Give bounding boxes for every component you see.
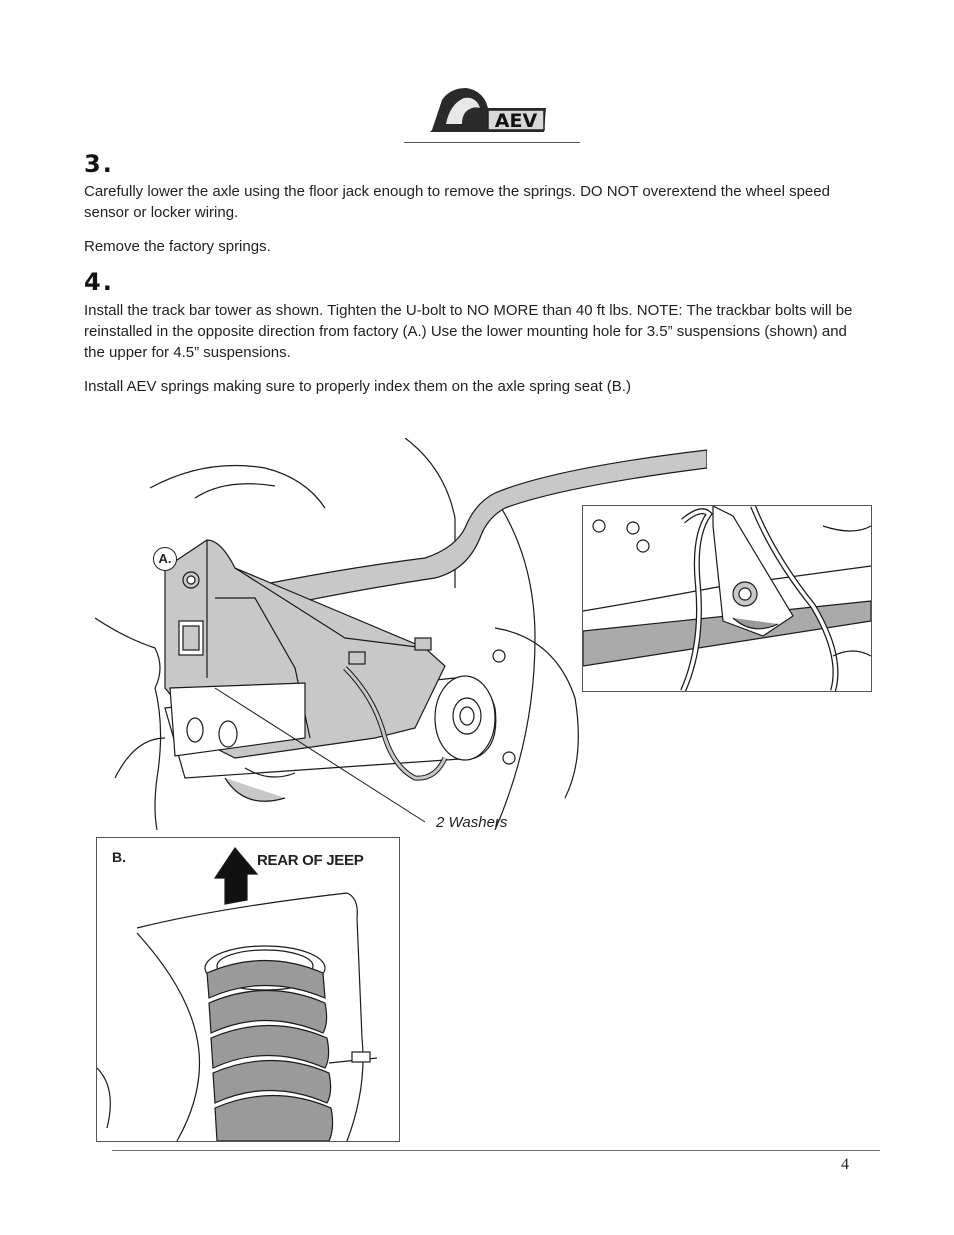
step-3-number: 3. xyxy=(84,150,114,178)
page-number: 4 xyxy=(841,1156,849,1173)
washers-label: 2 Washers xyxy=(436,814,508,831)
step-4-number: 4. xyxy=(84,268,114,296)
step-3-paragraph-2: Remove the factory springs. xyxy=(84,238,271,255)
step-3-paragraph-1: Carefully lower the axle using the floor jack enough to remove the springs. DO NOT overextend the wheel speed sensor or locker wiring. xyxy=(84,183,830,221)
step-4-instructions xyxy=(84,300,864,397)
aev-logo xyxy=(428,80,550,136)
spring-seat-illustration xyxy=(96,837,400,1142)
step-4-paragraph-2: Install AEV springs making sure to properly index them on the axle spring seat (B.) xyxy=(84,378,631,395)
logo-divider xyxy=(404,142,580,143)
step-3-instructions xyxy=(84,181,864,257)
step-4-paragraph-1: Install the track bar tower as shown. Tighten the U-bolt to NO MORE than 40 ft lbs. NOTE: The trackbar bolts will be reinstalled in the opposite direction from factory (A.) Use the lower mounting hole for 3.5” suspensions (shown) and the upper for 4.5” suspensions. xyxy=(84,302,853,361)
callout-a: A. xyxy=(153,547,177,571)
rear-of-jeep-label: REAR OF JEEP xyxy=(257,852,364,869)
callout-b: B. xyxy=(112,849,126,865)
logo-wordmark: AEV xyxy=(494,110,538,132)
footer-divider xyxy=(112,1150,880,1151)
track-bar-bolt-detail-inset xyxy=(582,505,872,692)
